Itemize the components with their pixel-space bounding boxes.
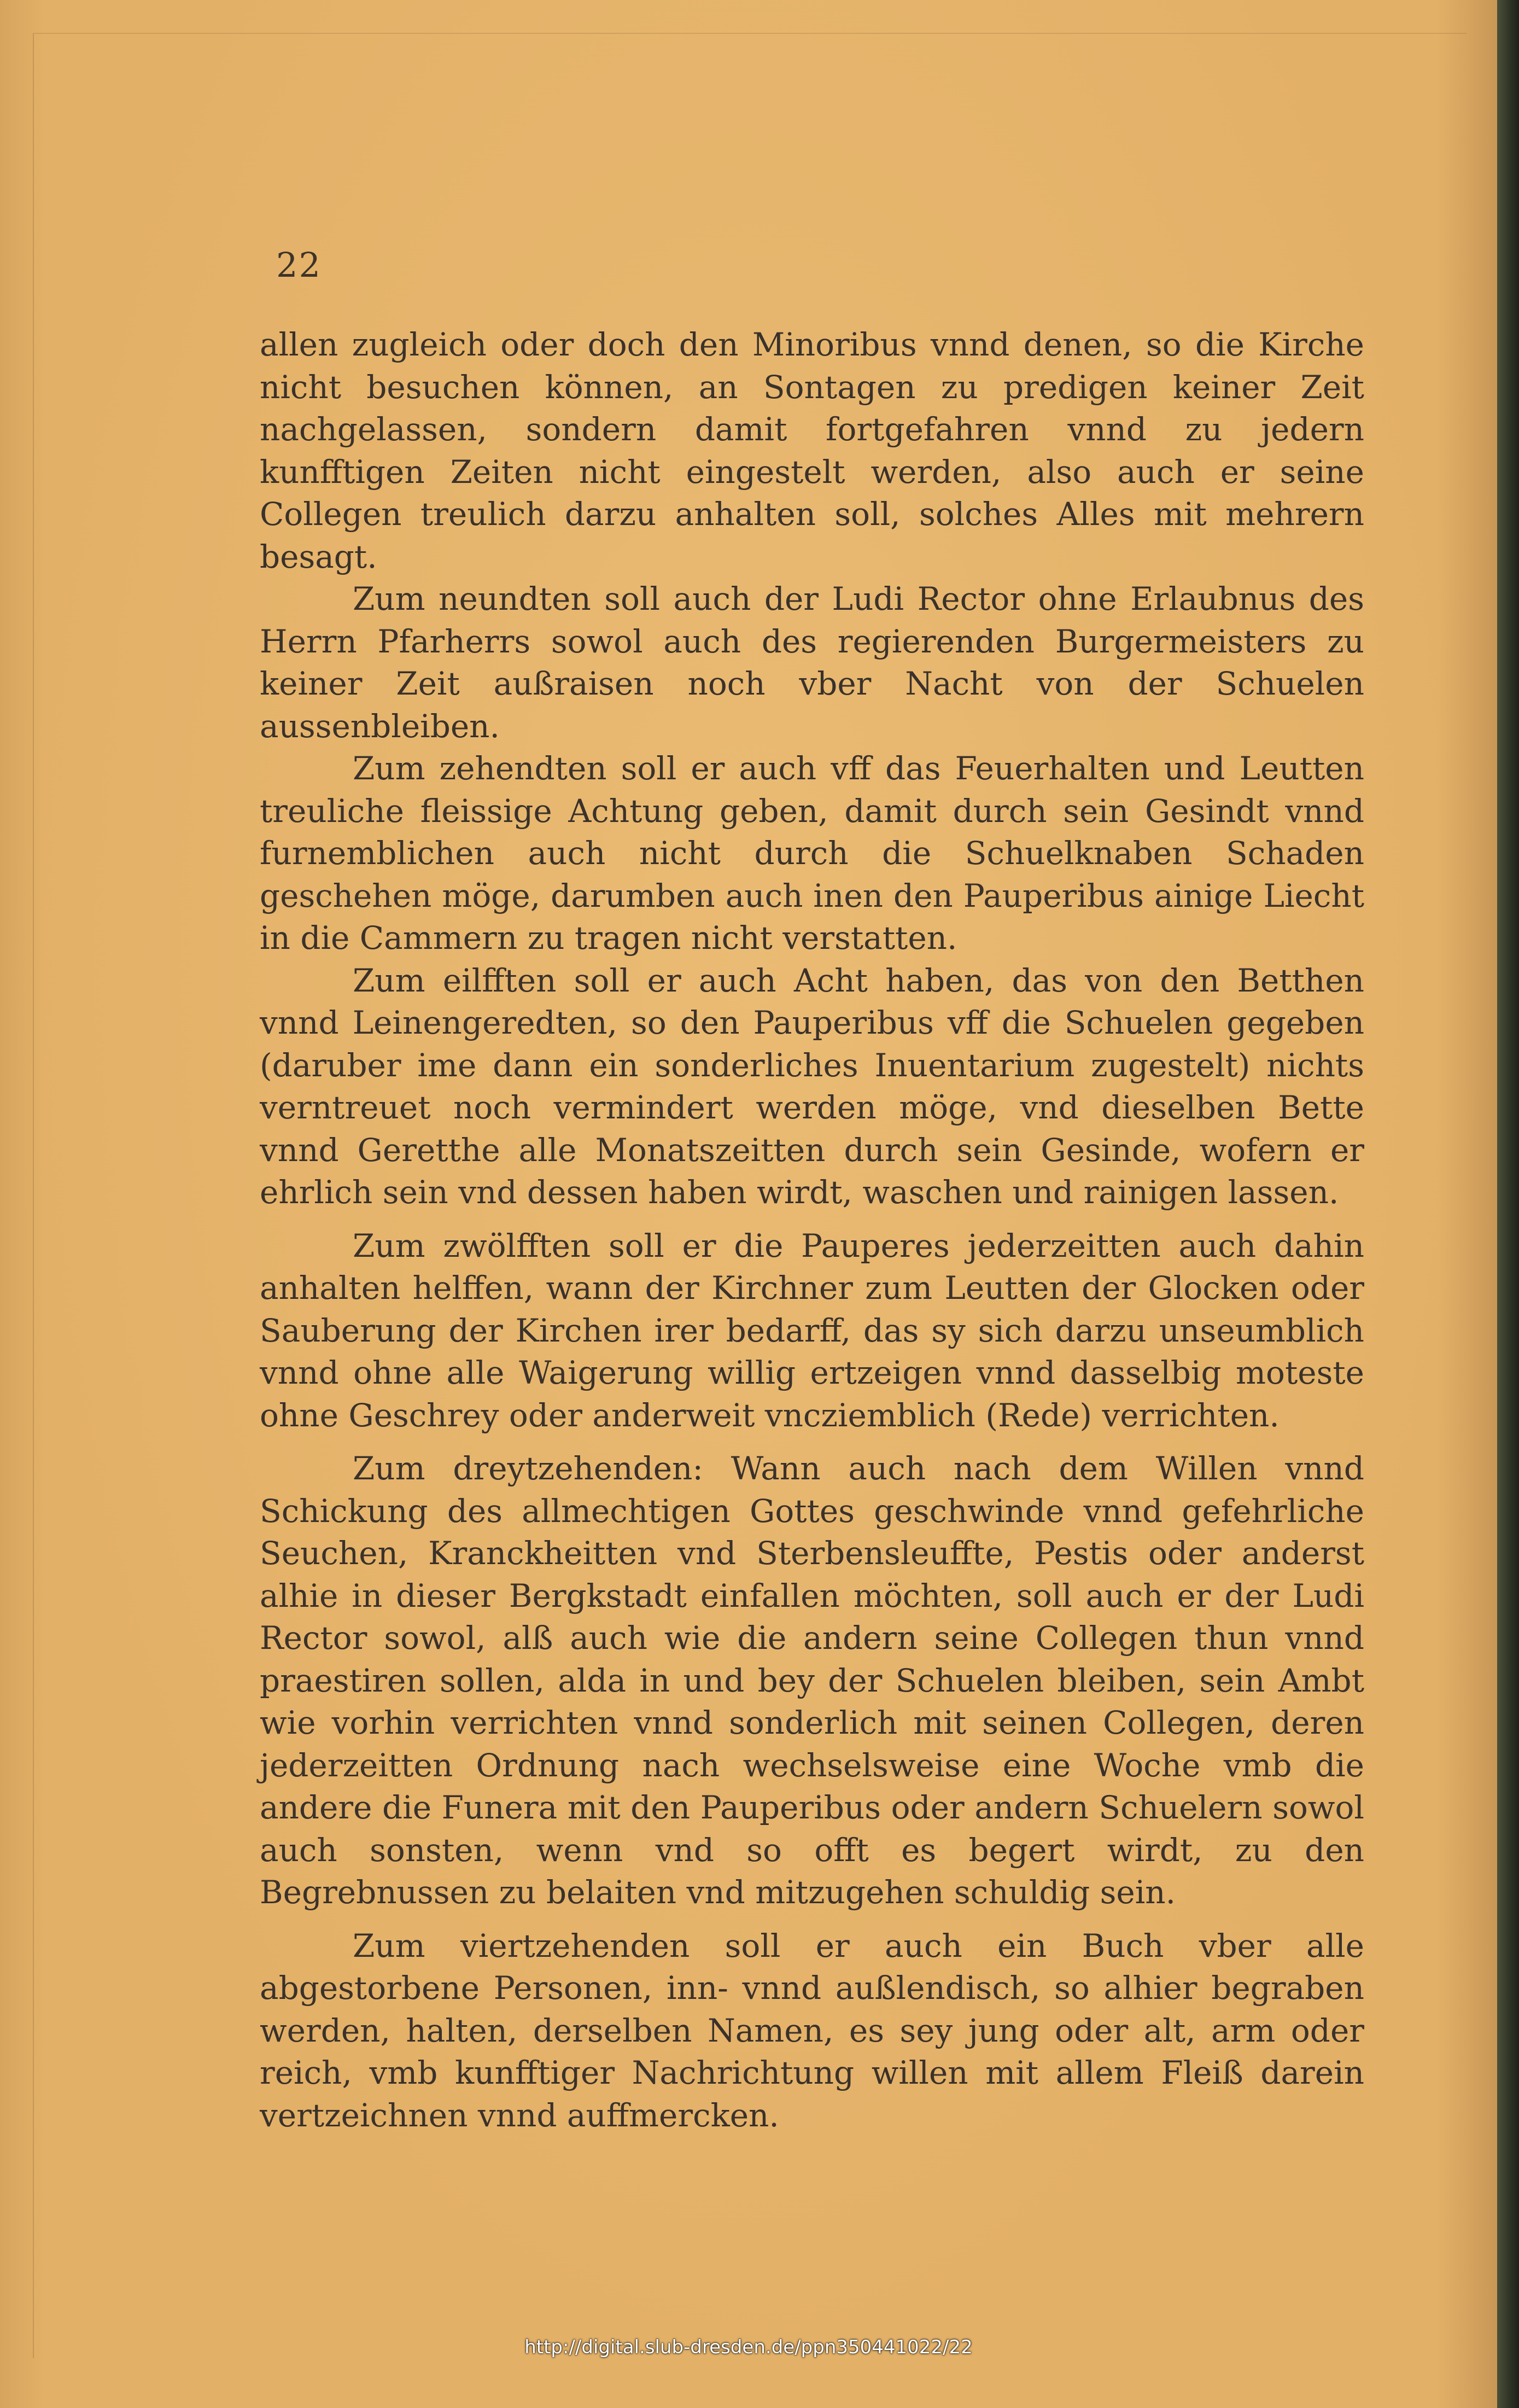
body-text [260,324,1364,2137]
paragraph-dreytzehenden: Zum dreytzehenden: Wann auch nach dem Willen vnnd Schickung des allmechtigen Gottes geschwinde vnnd gefehrliche Seuchen, Kranckheitten vnd Sterbensleuffte, Pestis oder anderst alhie in dieser Bergkstadt einfallen möchten, soll auch er der Ludi Rector sowol, alß auch wie die andern seine Collegen thun vnnd praestiren sollen, alda in und bey der Schuelen bleiben, sein Ambt wie vorhin verrichten vnnd sonderlich mit seinen Collegen, deren jederzeitten Ordnung nach wechselsweise eine Woche vmb die andere die Funera mit den Pauperibus oder andern Schuelern sowol auch sonsten, wenn vnd so offt es begert wirdt, zu den Begrebnussen zu belaiten vnd mitzugehen schuldig sein. [260,1450,1364,1911]
paragraph-continuation: allen zugleich oder doch den Minoribus vnnd denen, so die Kirche nicht besuchen können, an Sontagen zu predigen keiner Zeit nachgelassen, sondern damit fortgefahren vnnd zu jedern kunfftigen Zeiten nicht eingestelt werden, also auch er seine Collegen treulich darzu anhalten soll, solches Alles mit mehrern besagt. [260,326,1364,575]
paragraph-viertzehenden: Zum viertzehenden soll er auch ein Buch vber alle abgestorbene Personen, inn- vnnd außlendisch, so alhier begraben werden, halten, derselben Namen, es sey jung oder alt, arm oder reich, vmb kunfftiger Nachrichtung willen mit allem Fleiß darein vertzeichnen vnnd auffmercken. [260,1927,1364,2134]
paragraph-eilfften: Zum eilfften soll er auch Acht haben, das von den Betthen vnnd Leinengeredten, so den Pauperibus vff die Schuelen gegeben (daruber ime dann ein sonderliches Inuentarium zugestelt) nichts verntreuet noch vermindert werden möge, vnd dieselben Bette vnnd Geretthe alle Monatszeitten durch sein Gesinde, wofern er ehrlich sein vnd dessen haben wirdt, waschen und rainigen lassen. [260,961,1364,1211]
paragraph-zehendten: Zum zehendten soll er auch vff das Feuerhalten und Leutten treuliche fleissige Achtung geben, damit durch sein Gesindt vnnd furnemblichen auch nicht durch die Schuelknaben Schaden geschehen möge, darumben auch inen den Pauperibus ainige Liecht in die Cammern zu tragen nicht verstatten. [260,750,1364,957]
book-spine [1497,0,1519,2408]
page-number: 22 [276,245,322,285]
source-url: http://digital.slub-dresden.de/ppn350441022/22 [524,2336,973,2358]
paragraph-zwoelfften: Zum zwölfften soll er die Pauperes jederzeitten auch dahin anhalten helffen, wann der Kirchner zum Leutten der Glocken oder Sauberung der Kirchen irer bedarff, das sy sich darzu unseumblich vnnd ohne alle Waigerung willig ertzeigen vnnd dasselbig moteste ohne Geschrey oder anderweit vncziemblich (Rede) verrichten. [260,1227,1364,1434]
paragraph-neundten: Zum neundten soll auch der Ludi Rector ohne Erlaubnus des Herrn Pfarherrs sowol auch des regierenden Burgermeisters zu keiner Zeit außraisen noch vber Nacht von der Schuelen aussenbleiben. [260,580,1364,745]
